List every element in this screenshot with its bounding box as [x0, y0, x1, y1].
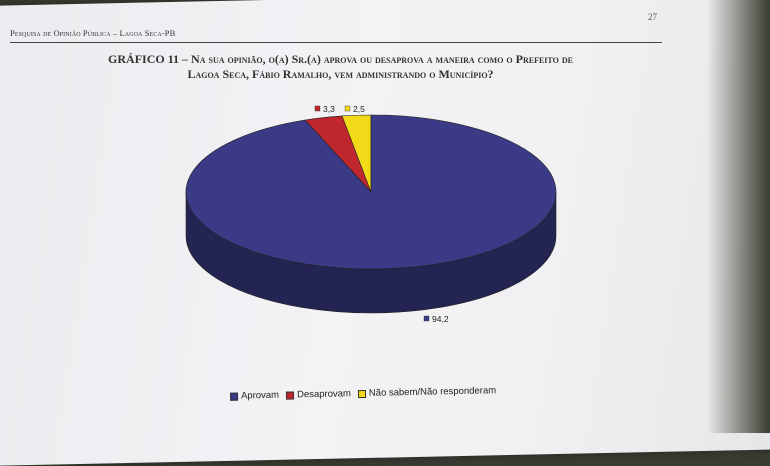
data-label-swatch-1 [315, 106, 320, 111]
data-label-swatch-0 [424, 316, 429, 321]
legend-swatch-0 [230, 392, 238, 400]
legend-swatch-2 [358, 389, 366, 397]
background-edge [680, 0, 770, 433]
chart-title-line-2: Lagoa Seca, Fábio Ramalho, vem administrando o Município? [187, 67, 494, 81]
pie-group [186, 115, 556, 313]
data-label-0: 94,2 [432, 314, 449, 324]
page-number: 27 [648, 12, 657, 22]
pie-slice-0 [186, 115, 556, 269]
legend-swatch-1 [286, 391, 294, 399]
data-label-swatch-2 [345, 106, 350, 111]
legend-label-2: Não sabem/Não responderam [368, 385, 497, 399]
legend-item-1 [286, 388, 351, 400]
legend-item-0 [230, 390, 279, 402]
legend-label-0: Aprovam [240, 389, 280, 402]
running-head: Pesquisa de Opinião Pública – Lagoa Seca-PB [10, 28, 176, 38]
legend-label-1: Desaprovam [296, 388, 351, 401]
data-label-2: 2,5 [353, 104, 365, 114]
data-label-1: 3,3 [323, 104, 335, 114]
chart-title-line-1: GRÁFICO 11 – Na sua opinião, o(a) Sr.(a) aprova ou desaprova a maneira como o Prefeito de [108, 52, 573, 66]
